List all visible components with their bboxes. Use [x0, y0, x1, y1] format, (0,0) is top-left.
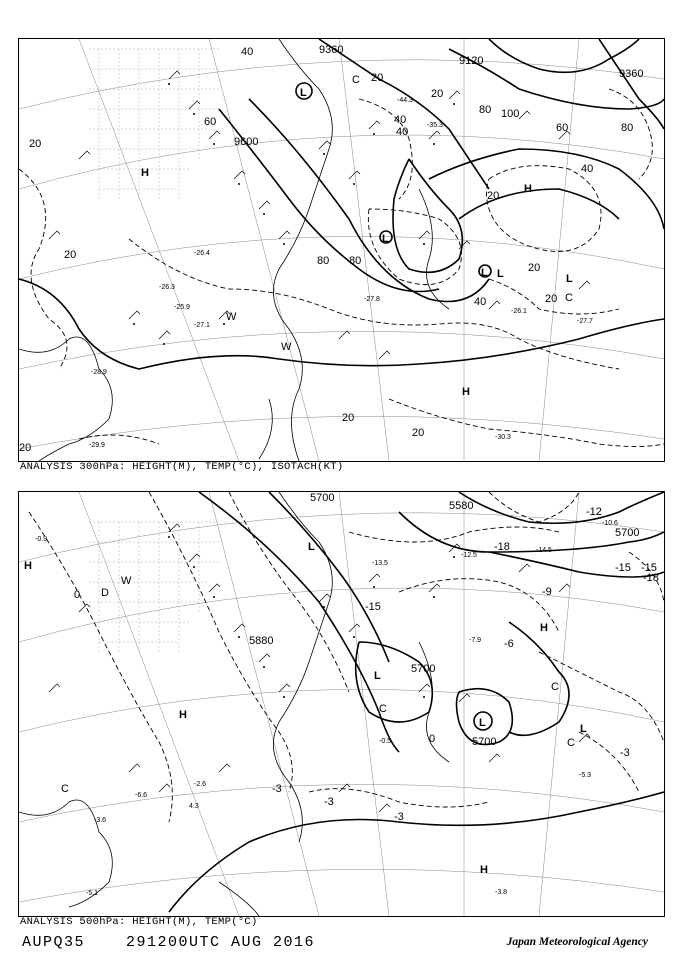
isotach-label: 20 — [545, 293, 558, 305]
pressure-center-label: H — [462, 386, 470, 398]
temperature-label: 4.3 — [189, 803, 199, 810]
isotach-label: 40 — [474, 296, 487, 308]
pressure-center-label: L — [497, 268, 504, 280]
temperature-label: -10.6 — [602, 520, 618, 527]
isotach-label: 80 — [479, 104, 492, 116]
temperature-contours — [29, 492, 664, 822]
temperature-contour-label: -6 — [504, 638, 514, 650]
temperature-contour-label: -15 — [615, 562, 631, 574]
grid-data-mask — [89, 49, 219, 199]
analysis-300hpa-chart — [18, 38, 665, 462]
temperature-contour-label: -9 — [542, 586, 552, 598]
temperature-label: -3.8 — [495, 889, 508, 896]
temperature-label: -27.7 — [577, 318, 593, 325]
isotach-label: 60 — [556, 122, 569, 134]
isotach-label: 20 — [19, 442, 32, 454]
isotach-label: 20 — [431, 88, 444, 100]
pressure-center-label: L — [382, 233, 389, 245]
isotach-label: 40 — [581, 163, 594, 175]
coastlines — [19, 39, 449, 461]
pressure-center-label: L — [566, 273, 573, 285]
temperature-label: -6.6 — [135, 792, 148, 799]
isotach-label: 80 — [349, 255, 362, 267]
pressure-center-label: W — [226, 311, 237, 323]
height-label: 5880 — [249, 635, 274, 647]
analysis-500hpa-chart — [18, 491, 665, 917]
pressure-center-label: H — [524, 183, 532, 195]
temperature-label: -28.9 — [91, 369, 107, 376]
pressure-center-label: D — [101, 587, 109, 599]
temperature-contour-label: -3 — [620, 747, 630, 759]
height-label: 5700 — [615, 527, 640, 539]
pressure-center-label: H — [480, 864, 488, 876]
temperature-label: -14.5 — [536, 547, 552, 554]
temperature-label: -26.1 — [511, 308, 527, 315]
temperature-contour-label: -12 — [586, 506, 602, 518]
pressure-center-label: H — [24, 560, 32, 572]
temperature-label: -0.5 — [379, 738, 392, 745]
height-label: 9600 — [234, 136, 259, 148]
pressure-center-label: L — [479, 717, 486, 729]
height-label: 9120 — [459, 55, 484, 67]
temperature-label: -35.3 — [427, 122, 443, 129]
pressure-center-label: L — [580, 723, 587, 735]
isotach-label: 100 — [501, 108, 520, 120]
height-label: 5700 — [472, 736, 497, 748]
temperature-label: -5.3 — [579, 772, 592, 779]
pressure-center-label: W — [121, 575, 132, 587]
pressure-center-label: L — [300, 87, 307, 99]
temperature-contour-label: -18 — [643, 572, 659, 584]
height-label: 9360 — [319, 44, 344, 56]
temperature-contour-label: -15 — [641, 562, 657, 574]
map-500hpa — [19, 492, 664, 916]
pressure-center-label: C — [567, 737, 575, 749]
isotach-label: 20 — [342, 412, 355, 424]
isotach-label: 20 — [371, 72, 384, 84]
temperature-label: -25.9 — [174, 304, 190, 311]
temperature-contour-label: -18 — [494, 541, 510, 553]
product-code: AUPQ35 — [22, 934, 86, 951]
pressure-center-label: C — [551, 681, 559, 693]
agency-name: Japan Meteorological Agency — [506, 936, 648, 948]
height-label: 5580 — [449, 500, 474, 512]
temperature-label: -30.3 — [495, 434, 511, 441]
height-contours — [169, 492, 664, 912]
pressure-center-label: C — [565, 292, 573, 304]
temperature-label: -2.6 — [194, 781, 207, 788]
pressure-center-label: L — [308, 541, 315, 553]
temperature-contour-label: -15 — [365, 601, 381, 613]
isotach-label: 80 — [317, 255, 330, 267]
temperature-contour-label: 0 — [429, 733, 436, 745]
temperature-label: -26.4 — [194, 250, 210, 257]
temperature-contour-label: -3 — [394, 811, 404, 823]
wind-barbs — [49, 524, 590, 812]
temperature-contour-label: 0 — [74, 589, 81, 601]
isotach-label: 60 — [204, 116, 217, 128]
pressure-center-label: C — [352, 74, 360, 86]
isotach-contours — [19, 89, 664, 447]
temperature-label: -29.9 — [89, 442, 105, 449]
isotach-label: 40 — [394, 114, 407, 126]
isotach-label: 20 — [29, 138, 42, 150]
height-contours — [19, 39, 664, 369]
temperature-label: -0.9 — [35, 536, 48, 543]
map-300hpa — [19, 39, 664, 461]
temperature-label: -26.3 — [159, 284, 175, 291]
temperature-label: -13.5 — [372, 560, 388, 567]
pressure-center-label: C — [379, 703, 387, 715]
isotach-label: 40 — [241, 46, 254, 58]
pressure-center-label: C — [61, 783, 69, 795]
isotach-label: 20 — [412, 427, 425, 439]
pressure-center-label: L — [374, 670, 381, 682]
temperature-label: -7.9 — [469, 637, 482, 644]
temperature-contour-label: -3 — [272, 783, 282, 795]
temperature-label: -27.8 — [364, 296, 380, 303]
isotach-label: 20 — [487, 190, 500, 202]
temperature-contour-label: -3 — [324, 796, 334, 808]
temperature-label: -44.3 — [397, 97, 413, 104]
temperature-label: -27.1 — [194, 322, 210, 329]
pressure-center-label: W — [281, 341, 292, 353]
pressure-center-label: L — [481, 267, 488, 279]
pressure-center-label: H — [540, 622, 548, 634]
chart-caption-500hpa: ANALYSIS 500hPa: HEIGHT(M), TEMP(°C) — [20, 916, 258, 928]
pressure-center-label: H — [141, 167, 149, 179]
temperature-label: -3.6 — [94, 817, 107, 824]
isotach-label: 80 — [621, 122, 634, 134]
isotach-label: 40 — [396, 126, 409, 138]
isotach-label: 20 — [528, 262, 541, 274]
temperature-label: -12.5 — [461, 552, 477, 559]
pressure-center-label: H — [179, 709, 187, 721]
height-label: 9360 — [619, 68, 644, 80]
chart-caption-300hpa: ANALYSIS 300hPa: HEIGHT(M), TEMP(°C), ISOTACH(KT) — [20, 461, 344, 473]
valid-time: 291200UTC AUG 2016 — [126, 934, 316, 951]
isotach-label: 20 — [64, 249, 77, 261]
height-label: 5700 — [411, 663, 436, 675]
height-label: 5700 — [310, 492, 335, 504]
temperature-label: -5.1 — [86, 890, 99, 897]
